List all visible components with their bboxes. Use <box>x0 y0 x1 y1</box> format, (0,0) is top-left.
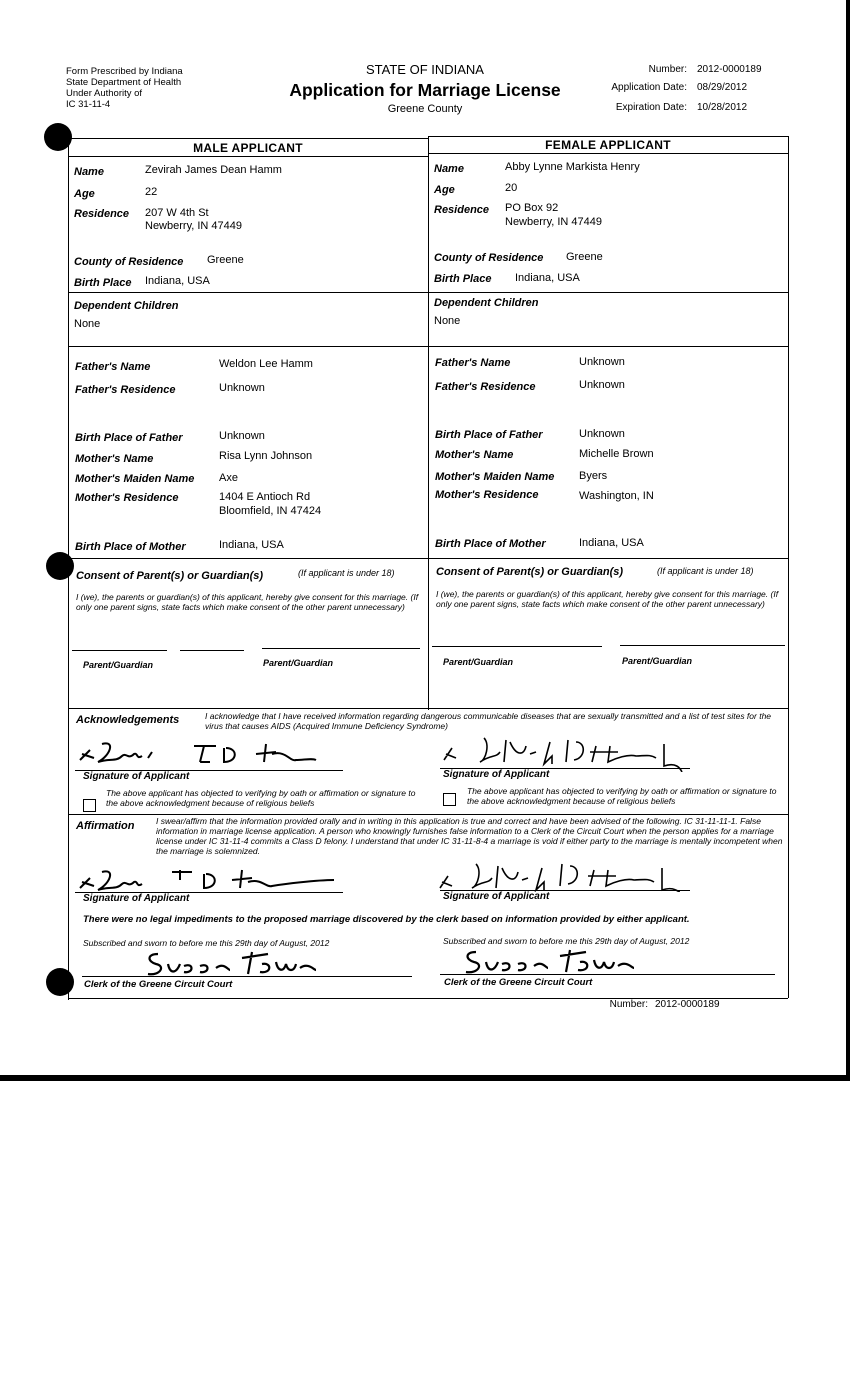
binder-hole-dot <box>46 552 74 580</box>
male-birth-father-label: Birth Place of Father <box>75 432 183 444</box>
male-name-label: Name <box>74 166 104 178</box>
male-name: Zevirah James Dean Hamm <box>145 164 282 176</box>
no-impediments-statement: There were no legal impediments to the proposed marriage discovered by the clerk based on information provided by either applicant. <box>83 914 690 925</box>
male-signature-label: Signature of Applicant <box>83 771 190 782</box>
rule <box>68 346 788 347</box>
male-birthplace: Indiana, USA <box>145 275 210 287</box>
number-value: 2012-0000189 <box>697 64 762 75</box>
number-label: Number: <box>648 64 687 75</box>
rule <box>428 153 788 154</box>
signature-line <box>620 645 785 646</box>
frame-left <box>68 138 69 1000</box>
footer-number-value: 2012-0000189 <box>655 999 720 1010</box>
male-affirmation-signature-label: Signature of Applicant <box>83 893 190 904</box>
female-father-name-label: Father's Name <box>435 357 511 369</box>
male-birthplace-label: Birth Place <box>74 277 132 289</box>
clerk-label-female: Clerk of the Greene Circuit Court <box>444 977 593 988</box>
male-birth-mother-label: Birth Place of Mother <box>75 541 186 553</box>
male-religious-objection-checkbox[interactable] <box>83 799 96 812</box>
female-name-label: Name <box>434 163 464 175</box>
female-birth-father: Unknown <box>579 428 625 440</box>
male-applicant-signature <box>76 736 346 770</box>
male-county-label: County of Residence <box>74 256 184 268</box>
female-residence-label: Residence <box>434 204 490 216</box>
clerk-signature-female <box>462 946 642 976</box>
male-applicant-heading: MALE APPLICANT <box>193 141 303 155</box>
male-birth-mother: Indiana, USA <box>219 539 284 551</box>
page-edge-bar-right <box>846 0 850 1081</box>
female-applicant-signature <box>440 732 690 772</box>
frame-right <box>788 136 789 998</box>
page-edge-bar <box>0 1075 850 1081</box>
form-prescribed-block <box>66 66 183 110</box>
male-residence-label: Residence <box>74 208 130 220</box>
signature-line <box>82 976 412 977</box>
frame-center <box>428 136 429 710</box>
male-mother-res-line2: Bloomfield, IN 47424 <box>219 505 322 517</box>
acknowledgements-label: Acknowledgements <box>76 714 180 726</box>
rule <box>68 708 788 709</box>
binder-hole-dot <box>46 968 74 996</box>
rule <box>68 138 428 139</box>
affirmation-label: Affirmation <box>76 820 135 832</box>
female-residence-line2: Newberry, IN 47449 <box>505 216 603 228</box>
female-dependents: None <box>434 315 461 327</box>
female-mother-name: Michelle Brown <box>579 448 654 460</box>
male-residence-line1: 207 W 4th St <box>145 207 209 219</box>
female-birth-mother-label: Birth Place of Mother <box>435 538 546 550</box>
affirmation-text: I swear/affirm that the information provided orally and in writing in this application is true and correct and have been advised of the following. IC 31-11-11-1. False information in marriage license application. A person who knowingly furnishes false information to a Clerk of the Circuit Court when the person applies for a marriage license under IC 31-11-4 commits a Class D felony. I understand that under IC 31-11-8-4 a marriage is void if either party to the marriage is mentally incompetent when the marriage is solemnized. <box>156 816 783 856</box>
rule <box>68 292 788 293</box>
male-consent-label: Consent of Parent(s) or Guardian(s) <box>76 570 264 582</box>
male-mother-maiden-label: Mother's Maiden Name <box>75 473 195 485</box>
female-consent-label: Consent of Parent(s) or Guardian(s) <box>436 566 624 578</box>
male-dependents: None <box>74 318 101 330</box>
female-birthplace-label: Birth Place <box>434 273 492 285</box>
male-mother-res-line1: 1404 E Antioch Rd <box>219 491 311 503</box>
female-mother-maiden-label: Mother's Maiden Name <box>435 471 555 483</box>
rule <box>68 558 788 559</box>
prescribed-line-2: State Department of Health <box>66 77 182 88</box>
male-parent-guardian-2: Parent/Guardian <box>263 658 334 668</box>
signature-line <box>180 650 244 651</box>
female-affirmation-signature <box>436 856 696 892</box>
signature-line <box>440 974 775 975</box>
male-sworn-statement: Subscribed and sworn to before me this 29th day of August, 2012 <box>83 938 330 948</box>
female-age-label: Age <box>434 184 455 196</box>
rule <box>68 814 788 815</box>
male-father-res-label: Father's Residence <box>75 384 176 396</box>
signature-line <box>262 648 420 649</box>
male-parent-guardian-1: Parent/Guardian <box>83 660 154 670</box>
female-birthplace: Indiana, USA <box>515 272 580 284</box>
male-mother-name-label: Mother's Name <box>75 453 154 465</box>
female-birth-father-label: Birth Place of Father <box>435 429 543 441</box>
application-date-label: Application Date: <box>611 82 687 93</box>
female-sworn-statement: Subscribed and sworn to before me this 29th day of August, 2012 <box>443 936 690 946</box>
state-title: STATE OF INDIANA <box>366 62 484 77</box>
male-consent-text: I (we), the parents or guardian(s) of this applicant, hereby give consent for this marriage. (If only one parent signs, state facts which make consent of the other parent unnecessary) <box>76 592 419 612</box>
female-county: Greene <box>566 251 603 263</box>
male-mother-name: Risa Lynn Johnson <box>219 450 313 462</box>
female-name: Abby Lynne Markista Henry <box>505 161 640 173</box>
female-residence-line1: PO Box 92 <box>505 202 559 214</box>
female-birth-mother: Indiana, USA <box>579 537 644 549</box>
female-mother-maiden: Byers <box>579 470 608 482</box>
county-subtitle: Greene County <box>387 103 463 115</box>
female-mother-res-label: Mother's Residence <box>435 489 539 501</box>
male-consent-note: (If applicant is under 18) <box>298 568 395 578</box>
female-father-name: Unknown <box>579 356 625 368</box>
clerk-signature-male <box>144 948 324 978</box>
female-consent-note: (If applicant is under 18) <box>657 566 754 576</box>
prescribed-line-1: Form Prescribed by Indiana <box>66 66 183 77</box>
male-father-name-label: Father's Name <box>75 361 151 373</box>
female-age: 20 <box>505 182 518 194</box>
female-father-res-label: Father's Residence <box>435 381 536 393</box>
male-mother-res-label: Mother's Residence <box>75 492 179 504</box>
male-residence-line2: Newberry, IN 47449 <box>145 220 243 232</box>
male-age-label: Age <box>74 188 95 200</box>
female-dependents-label: Dependent Children <box>434 297 539 309</box>
female-applicant-heading: FEMALE APPLICANT <box>545 138 671 152</box>
female-mother-name-label: Mother's Name <box>435 449 514 461</box>
female-parent-guardian-2: Parent/Guardian <box>622 656 693 666</box>
male-mother-maiden: Axe <box>219 472 238 484</box>
male-religious-objection-text: The above applicant has objected to verifying by oath or affirmation or signature to the above acknowledgment because of religious beliefs <box>106 788 416 808</box>
male-dependents-label: Dependent Children <box>74 300 179 312</box>
page-title: Application for Marriage License <box>289 80 561 100</box>
male-birth-father: Unknown <box>219 430 265 442</box>
acknowledgements-text: I acknowledge that I have received information regarding dangerous communicable diseases that are sexually transmitted and a list of test sites for the virus that causes AIDS (Acquired Immune Deficiency Syndrome) <box>205 711 772 731</box>
male-father-res: Unknown <box>219 382 265 394</box>
female-mother-res: Washington, IN <box>579 490 654 502</box>
female-county-label: County of Residence <box>434 252 544 264</box>
footer-number-label: Number: <box>609 999 648 1010</box>
rule <box>68 156 428 157</box>
expiration-date-value: 10/28/2012 <box>697 102 748 113</box>
application-date-value: 08/29/2012 <box>697 82 748 93</box>
signature-line <box>432 646 602 647</box>
female-consent-text: I (we), the parents or guardian(s) of this applicant, hereby give consent for this marriage. (If only one parent signs, state facts which make consent of the other parent unnecessary) <box>436 589 779 609</box>
male-father-name: Weldon Lee Hamm <box>219 358 313 370</box>
prescribed-line-4: IC 31-11-4 <box>66 99 111 110</box>
expiration-date-label: Expiration Date: <box>615 102 687 113</box>
rule <box>428 136 788 137</box>
signature-line <box>72 650 167 651</box>
male-age: 22 <box>145 186 158 198</box>
female-signature-label: Signature of Applicant <box>443 769 550 780</box>
female-religious-objection-text: The above applicant has objected to verifying by oath or affirmation or signature to the above acknowledgment because of religious beliefs <box>467 786 777 806</box>
prescribed-line-3: Under Authority of <box>66 88 143 99</box>
female-religious-objection-checkbox[interactable] <box>443 793 456 806</box>
male-county: Greene <box>207 254 244 266</box>
female-parent-guardian-1: Parent/Guardian <box>443 657 514 667</box>
female-father-res: Unknown <box>579 379 625 391</box>
clerk-label-male: Clerk of the Greene Circuit Court <box>84 979 233 990</box>
female-affirmation-signature-label: Signature of Applicant <box>443 891 550 902</box>
